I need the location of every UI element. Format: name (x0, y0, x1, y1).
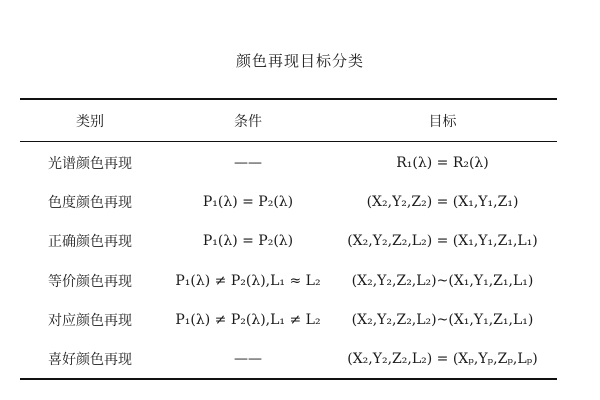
table-row (20, 339, 557, 379)
row-target: (X₂,Y₂,Z₂,L₂)~(X₁,Y₁,Z₁,L₁) (351, 312, 534, 328)
row-condition: P₁(λ) = P₂(λ) (202, 194, 294, 210)
row-category: 等价颜色再现 (48, 274, 132, 290)
header-target: 目标 (428, 114, 457, 130)
row-condition: —— (234, 351, 262, 367)
row-target: (X₂,Y₂,Z₂,L₂) = (X₁,Y₁,Z₁,L₁) (347, 233, 538, 249)
row-target: (X₂,Y₂,Z₂,L₂)~(X₁,Y₁,Z₁,L₁) (351, 273, 534, 289)
table-row (20, 221, 557, 261)
row-target: R₁(λ) = R₂(λ) (396, 155, 489, 171)
table-top-rule (20, 98, 557, 100)
row-category: 光谱颜色再现 (48, 156, 132, 172)
row-target: (X₂,Y₂,Z₂,L₂) = (Xₚ,Yₚ,Zₚ,Lₚ) (347, 351, 538, 367)
table-header-row (20, 101, 557, 141)
row-condition: P₁(λ) = P₂(λ) (202, 233, 294, 249)
table-header-rule (20, 141, 557, 142)
table-bottom-rule (20, 378, 557, 380)
row-condition: P₁(λ) ≠ P₂(λ),L₁ ≠ L₂ (175, 312, 321, 328)
table-row (20, 182, 557, 222)
table-row (20, 261, 557, 301)
table-row (20, 143, 557, 183)
row-condition: —— (234, 155, 262, 171)
row-category: 色度颜色再现 (48, 195, 132, 211)
row-category: 对应颜色再现 (48, 313, 132, 329)
row-condition: P₁(λ) ≠ P₂(λ),L₁ ≈ L₂ (175, 273, 321, 289)
header-category: 类别 (76, 114, 104, 130)
row-category: 正确颜色再现 (48, 234, 132, 250)
row-category: 喜好颜色再现 (48, 352, 132, 368)
header-condition: 条件 (234, 114, 262, 130)
table-title: 颜色再现目标分类 (235, 52, 364, 70)
row-target: (X₂,Y₂,Z₂) = (X₁,Y₁,Z₁) (366, 194, 519, 210)
table-row (20, 300, 557, 340)
